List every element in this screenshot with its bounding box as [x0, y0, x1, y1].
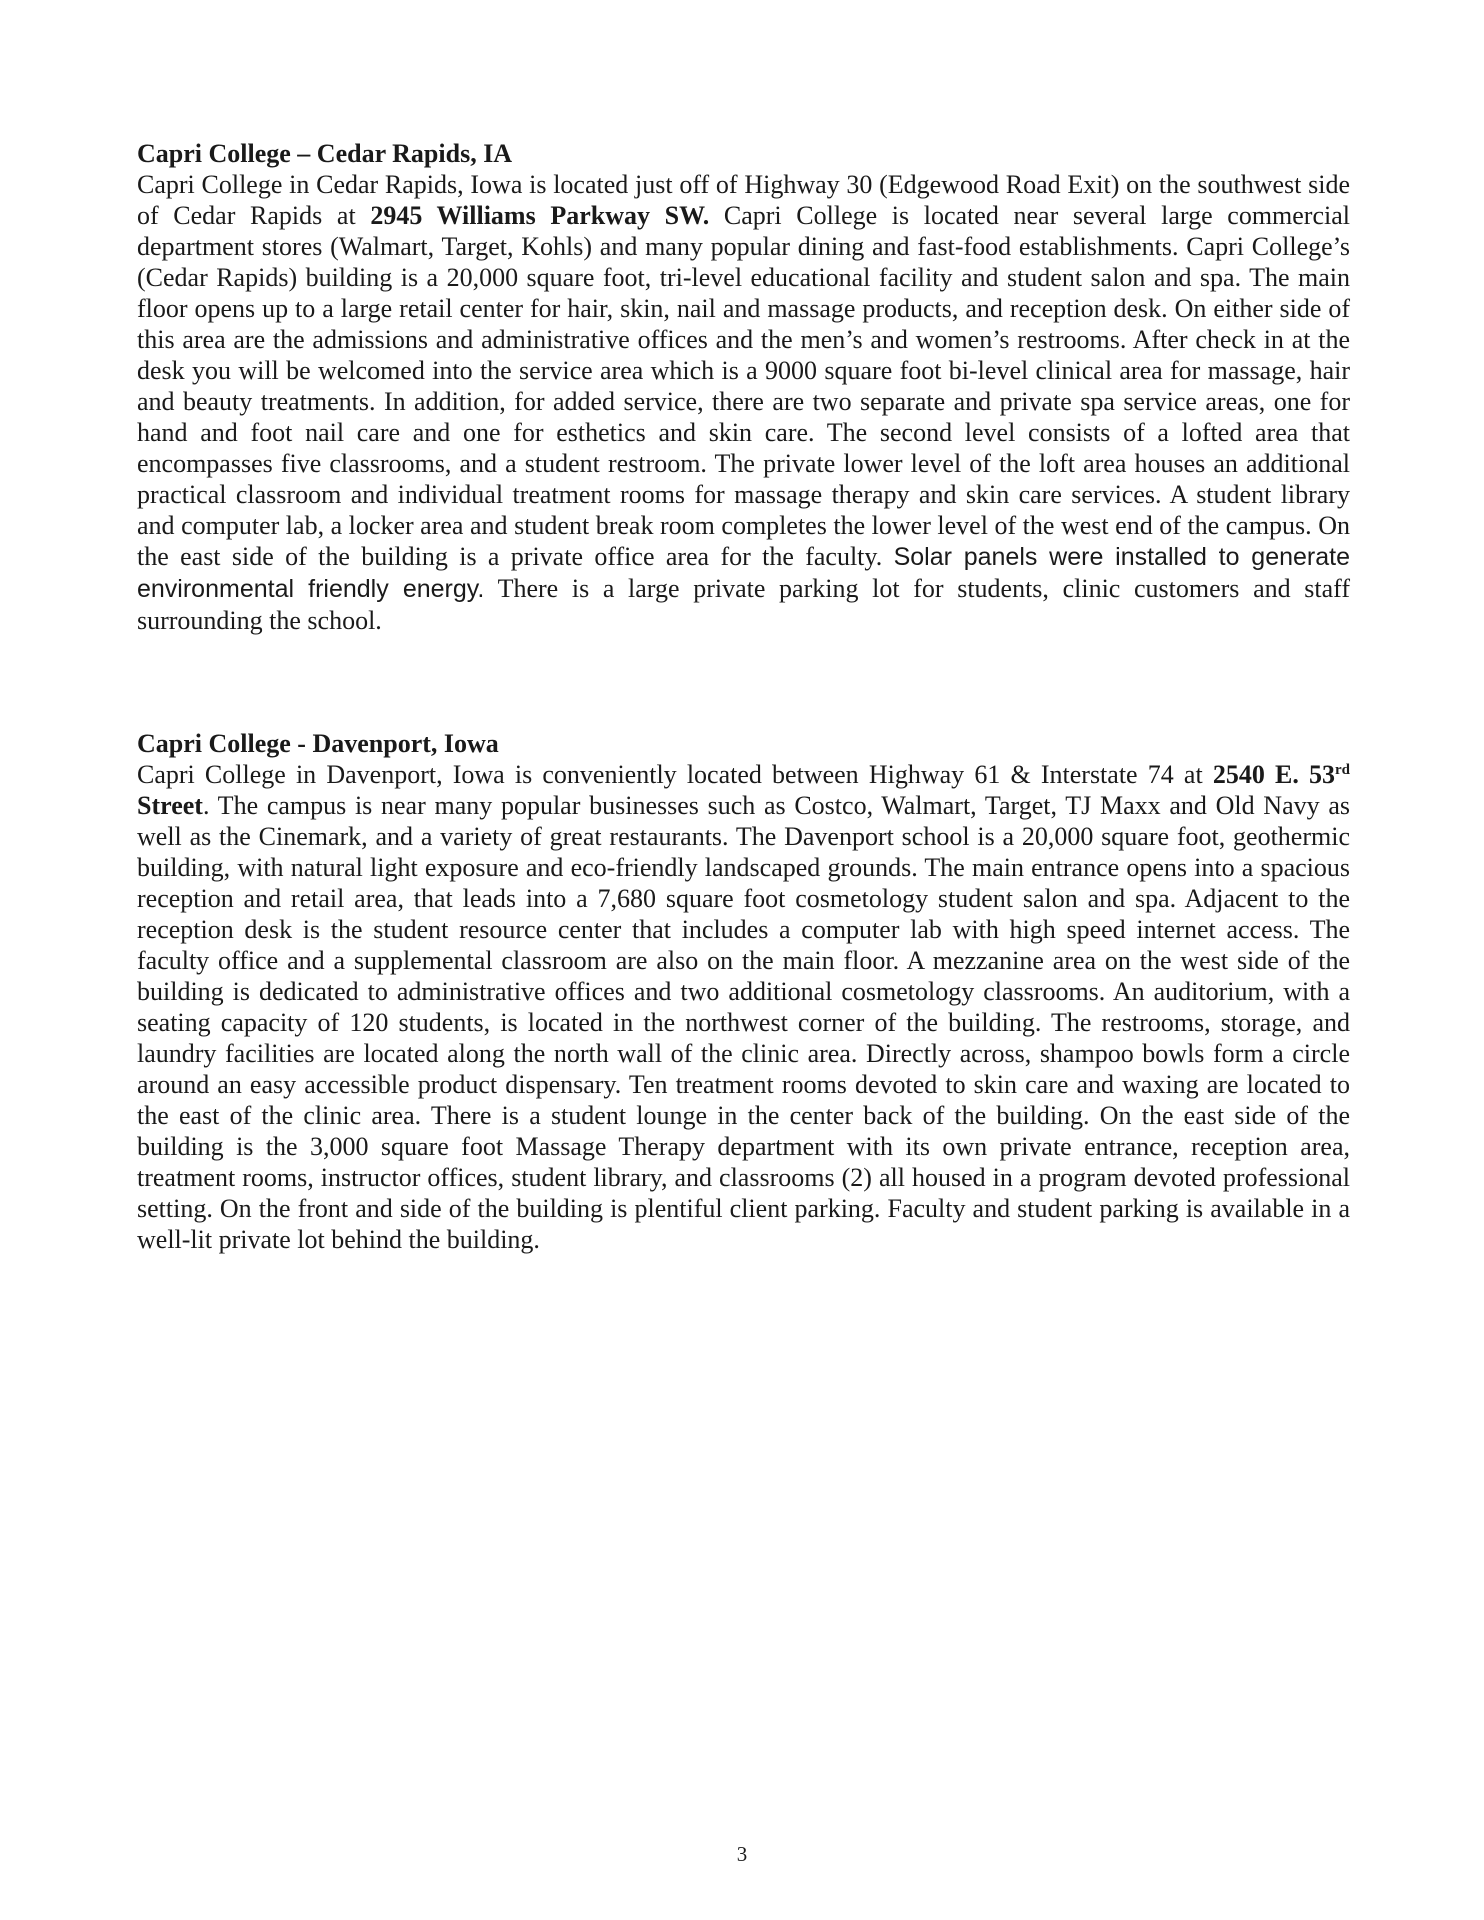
section-heading: Capri College – Cedar Rapids, IA — [137, 139, 513, 168]
page-number: 3 — [736, 1842, 748, 1866]
body-text: Capri College is located near several large commercial department stores (Walmart, Target, Kohls) and many popular dining and fast-food establishments. Capri College’s (Cedar Rapids) building is a 20,000 square foot, tri-level educational facility and student salon and spa. The main floor opens up to a large retail center for hair, skin, nail and massage products, and reception desk. On either side of this area are the admissions and administrative offices and the men’s and women’s restrooms. After check in at the desk you will be welcomed into the service area which is a 9000 square foot bi-level clinical area for massage, hair and beauty treatments. In addition, for added service, there are two separate and private spa service areas, one for hand and foot nail care and one for esthetics and skin care. The second level consists of a lofted area that encompasses five classrooms, and a student restroom. The private lower level of the loft area houses an additional practical classroom and individual treatment rooms for massage therapy and skin care services. A student library and computer lab, a locker area and student break room completes the lower level of the west end of the campus. On the east side of the building is a private office area for the faculty. — [137, 201, 1350, 571]
section-body — [137, 759, 1350, 1255]
section-davenport — [137, 728, 1350, 1255]
section-body — [137, 169, 1350, 636]
address-street: Street — [137, 791, 203, 820]
section-cedar-rapids — [137, 138, 1350, 636]
address-number: 2540 E. 53 — [1212, 760, 1336, 789]
ordinal-suffix: rd — [1335, 762, 1351, 778]
document-page — [137, 138, 1350, 1255]
body-text: . The campus is near many popular businesses such as Costco, Walmart, Target, TJ Maxx and Old Navy as well as the Cinemark, and a variety of great restaurants. The Davenport school is a 20,000 square foot, geothermic building, with natural light exposure and eco-friendly landscaped grounds. The main entrance opens into a spacious reception and retail area, that leads into a 7,680 square foot cosmetology student salon and spa. Adjacent to the reception desk is the student resource center that includes a computer lab with high speed internet access. The faculty office and a supplemental classroom are also on the main floor. A mezzanine area on the west side of the building is dedicated to administrative offices and two additional cosmetology classrooms. An auditorium, with a seating capacity of 120 students, is located in the northwest corner of the building. The restrooms, storage, and laundry facilities are located along the north wall of the clinic area. Directly across, shampoo bowls form a circle around an easy accessible product dispensary. Ten treatment rooms devoted to skin care and waxing are located to the east of the clinic area. There is a student lounge in the center back of the building. On the east side of the building is the 3,000 square foot Massage Therapy department with its own private entrance, reception area, treatment rooms, instructor offices, student library, and classrooms (2) all housed in a program devoted professional setting. On the front and side of the building is plentiful client parking. Faculty and student parking is available in a well-lit private lot behind the building. — [137, 791, 1350, 1254]
section-heading: Capri College - Davenport, Iowa — [137, 729, 499, 758]
solar-sentence: Solar panels were installed to generate environmental friendly energy. — [137, 543, 1350, 603]
address: 2945 Williams Parkway SW. — [370, 201, 710, 230]
body-text: Capri College in Davenport, Iowa is conveniently located between Highway 61 & Interstate 74 at — [137, 760, 1213, 789]
body-text: There is a large private parking lot for students, clinic customers and staff surrounding the school. — [137, 574, 1351, 635]
body-text: Capri College in Cedar Rapids, Iowa is located just off of Highway 30 (Edgewood Road Exit) on the southwest side of Cedar Rapids at — [137, 170, 1350, 230]
